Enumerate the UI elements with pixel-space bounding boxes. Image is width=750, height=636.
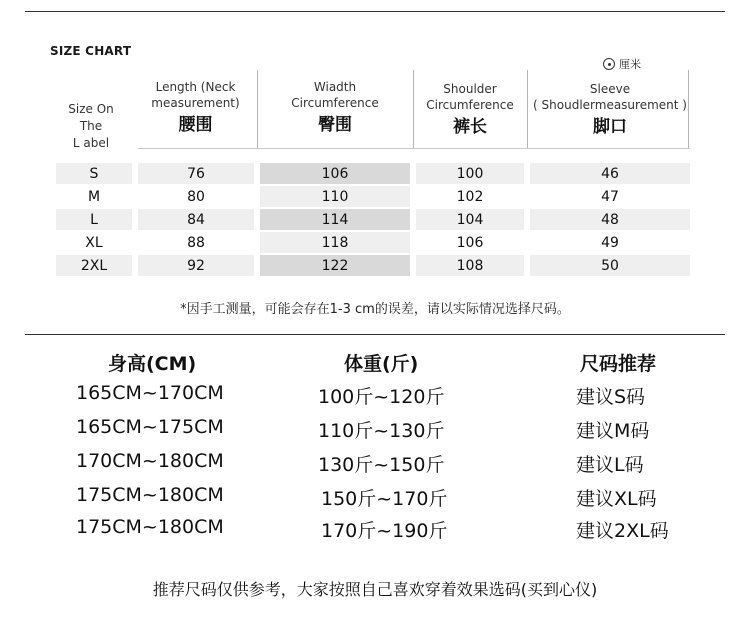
rec-size: 建议M码: [576, 420, 650, 442]
table-cell: 108: [416, 255, 524, 276]
rec-size: 建议S码: [576, 386, 646, 408]
column-header: [416, 81, 524, 135]
column-header-en: Wiadth: [313, 80, 357, 94]
column-header: [260, 79, 410, 133]
column-header-en: Shoulder: [443, 82, 497, 96]
row-label-line: Size On: [68, 102, 114, 116]
header-underline: [138, 148, 690, 149]
table-cell: 106: [260, 163, 410, 184]
column-header-cn: 脚口: [593, 117, 627, 137]
table-cell: 106: [416, 232, 524, 253]
unit-label: [603, 56, 641, 72]
table-cell: 76: [138, 163, 254, 184]
rec-weight: 110斤~130斤: [318, 420, 445, 442]
size-label: L: [56, 209, 132, 230]
column-header-en: Circumference: [291, 96, 379, 110]
table-cell: 114: [260, 209, 410, 230]
top-divider: [25, 11, 725, 12]
table-cell: 46: [530, 163, 690, 184]
rec-height: 170CM~180CM: [76, 450, 224, 472]
rec-size: 建议2XL码: [576, 520, 669, 542]
rec-weight: 170斤~190斤: [321, 520, 448, 542]
column-divider: [257, 70, 258, 148]
rec-size: 建议L码: [576, 454, 644, 476]
column-header: [530, 81, 690, 135]
rec-header-height: 身高(CM): [108, 353, 197, 375]
table-cell: 102: [416, 186, 524, 207]
row-label-line: The: [79, 119, 103, 133]
table-cell: 92: [138, 255, 254, 276]
row-label-line: L abel: [72, 136, 110, 150]
column-divider: [413, 70, 414, 148]
table-cell: 110: [260, 186, 410, 207]
rec-height: 165CM~175CM: [76, 416, 224, 438]
column-header-en: measurement): [151, 96, 240, 110]
table-cell: 118: [260, 232, 410, 253]
column-header-cn: 裤长: [453, 117, 487, 137]
rec-weight: 130斤~150斤: [318, 454, 445, 476]
column-header-en: Sleeve: [589, 82, 631, 96]
column-divider: [688, 70, 689, 148]
column-header-cn: 腰围: [178, 115, 213, 135]
table-cell: 122: [260, 255, 410, 276]
rec-header-weight: 体重(斤): [344, 353, 419, 375]
table-cell: 100: [416, 163, 524, 184]
row-label-header: [56, 101, 126, 152]
table-cell: 49: [530, 232, 690, 253]
rec-weight: 100斤~120斤: [318, 386, 445, 408]
rec-header-size: 尺码推荐: [580, 353, 657, 375]
size-label: S: [56, 163, 132, 184]
table-cell: 88: [138, 232, 254, 253]
table-cell: 47: [530, 186, 690, 207]
unit-text: 厘米: [619, 58, 641, 71]
table-cell: 80: [138, 186, 254, 207]
size-label: 2XL: [56, 255, 132, 276]
rec-height: 175CM~180CM: [76, 516, 224, 538]
measurement-note: *因手工测量，可能会存在1-3 cm的误差，请以实际情况选择尺码。: [180, 302, 570, 317]
column-header-en: Length (Neck: [155, 80, 236, 94]
column-header-cn: 臀围: [318, 115, 352, 135]
rec-size: 建议XL码: [576, 488, 657, 510]
column-divider: [527, 70, 528, 148]
size-label: M: [56, 186, 132, 207]
size-chart-title: SIZE CHART: [50, 44, 132, 58]
column-header: [138, 79, 253, 133]
footer-note: 推荐尺码仅供参考，大家按照自己喜欢穿着效果选码(买到心仪): [152, 580, 598, 599]
circle-dot-icon: [603, 58, 615, 70]
table-cell: 104: [416, 209, 524, 230]
column-header-en: Circumference: [426, 98, 514, 112]
table-cell: 48: [530, 209, 690, 230]
size-label: XL: [56, 232, 132, 253]
rec-height: 165CM~170CM: [76, 382, 224, 404]
table-cell: 50: [530, 255, 690, 276]
column-header-en: ( Shoudlermeasurement ): [533, 98, 687, 112]
rec-height: 175CM~180CM: [76, 484, 224, 506]
table-cell: 84: [138, 209, 254, 230]
rec-weight: 150斤~170斤: [321, 488, 448, 510]
middle-divider: [25, 334, 725, 335]
